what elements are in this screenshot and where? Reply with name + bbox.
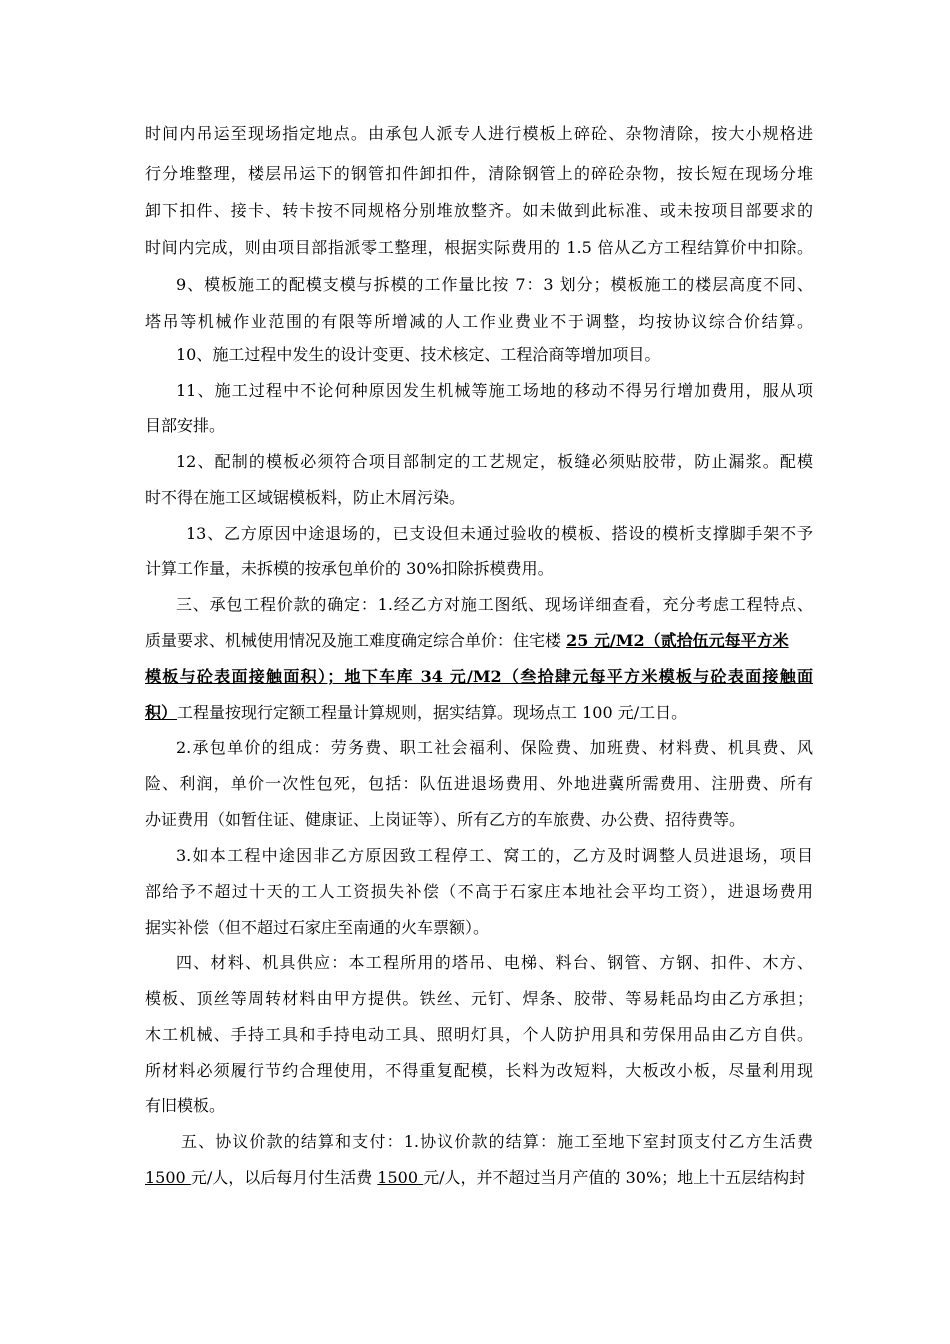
text-run: 工程量按现行定额工程量计算规则，据实结算。现场点工 100 元/工日。 [177, 703, 688, 722]
text-line: 办证费用（如暂住证、健康证、上岗证等）、所有乙方的车旅费、办公费、招待费等。 [145, 810, 746, 829]
price-residential: 25 元/M2（贰拾伍元每平方米 [566, 631, 789, 650]
text-run: 质量要求、机械使用情况及施工难度确定综合单价：住宅楼 [145, 631, 567, 650]
text-line: 目部安排。 [145, 416, 226, 435]
text-line: 据实补偿（但不超过石家庄至南通的火车票额）。 [145, 918, 490, 937]
text-line: 时不得在施工区域锯模板料，防止木屑污染。 [145, 488, 466, 507]
text-line [145, 631, 813, 651]
text-line: 3.如本工程中途因非乙方原因致工程停工、窝工的，乙方及时调整人员进退场，项目 [176, 846, 813, 865]
living-allowance-amount: 1500 [145, 1168, 191, 1187]
text-line: 11、施工过程中不论何种原因发生机械等施工场地的移动不得另行增加费用，服从项 [176, 381, 813, 400]
text-run: 元/人，以后每月付生活费 [190, 1168, 378, 1187]
text-line: 塔吊等机械作业范围的有限等所增减的人工作业费业不于调整，均按协议综合价结算。 [145, 312, 813, 331]
price-note-end: 积） [145, 703, 178, 722]
monthly-allowance-amount: 1500 [377, 1168, 424, 1187]
text-run: 元/人，并不超过当月产值的 30%；地上十五层结构封 [423, 1168, 806, 1187]
text-line: 三、承包工程价款的确定：1.经乙方对施工图纸、现场详细查看，充分考虑工程特点、 [176, 595, 813, 614]
text-line: 卸下扣件、接卡、转卡按不同规格分别堆放整齐。如未做到此标准、或未按项目部要求的 [145, 201, 813, 220]
text-line: 计算工作量，未拆模的按承包单价的 30%扣除拆模费用。 [145, 559, 554, 578]
text-line: 所材料必须履行节约合理使用，不得重复配模，长料为改短料，大板改小板，尽量利用现 [145, 1061, 813, 1080]
text-line: 时间内完成，则由项目部指派零工整理，根据实际费用的 1.5 倍从乙方工程结算价中扣除。 [145, 238, 813, 257]
text-line: 四、材料、机具供应：本工程所用的塔吊、电梯、料台、钢管、方钢、扣件、木方、 [176, 953, 813, 972]
text-line: 模板、顶丝等周转材料由甲方提供。铁丝、元钉、焊条、胶带、等易耗品均由乙方承担； [145, 989, 813, 1008]
price-garage: 模板与砼表面接触面积）；地下车库 34 元/M2（叁拾肆元每平方米模板与砼表面接触面 [145, 667, 813, 686]
text-line [145, 703, 813, 723]
text-line: 有旧模板。 [145, 1096, 226, 1115]
text-line: 10、施工过程中发生的设计变更、技术核定、工程洽商等增加项目。 [176, 345, 661, 364]
text-line: 行分堆整理，楼层吊运下的钢管扣件卸扣件，清除钢管上的碎砼杂物，按长短在现场分堆 [145, 164, 813, 183]
text-line: 险、利润，单价一次性包死，包括：队伍进退场费用、外地进冀所需费用、注册费、所有 [145, 774, 813, 793]
text-line: 部给予不超过十天的工人工资损失补偿（不高于石家庄本地社会平均工资），进退场费用 [145, 882, 813, 901]
text-line: 13、乙方原因中途退场的，已支设但未通过验收的模板、搭设的模析支撑脚手架不予 [186, 524, 813, 543]
text-line [145, 1168, 813, 1188]
text-line: 时间内吊运至现场指定地点。由承包人派专人进行模板上碎砼、杂物清除，按大小规格进 [145, 124, 813, 143]
text-line: 2.承包单价的组成：劳务费、职工社会福利、保险费、加班费、材料费、机具费、风 [176, 738, 813, 757]
text-line: 12、配制的模板必须符合项目部制定的工艺规定，板缝必须贴胶带，防止漏浆。配模 [176, 452, 813, 471]
text-line: 五、协议价款的结算和支付：1.协议价款的结算：施工至地下室封顶支付乙方生活费 [181, 1132, 813, 1151]
text-line: 9、模板施工的配模支模与拆模的工作量比按 7：3 划分；模板施工的楼层高度不同、 [176, 275, 813, 294]
text-line: 木工机械、手持工具和手持电动工具、照明灯具，个人防护用具和劳保用品由乙方自供。 [145, 1025, 813, 1044]
